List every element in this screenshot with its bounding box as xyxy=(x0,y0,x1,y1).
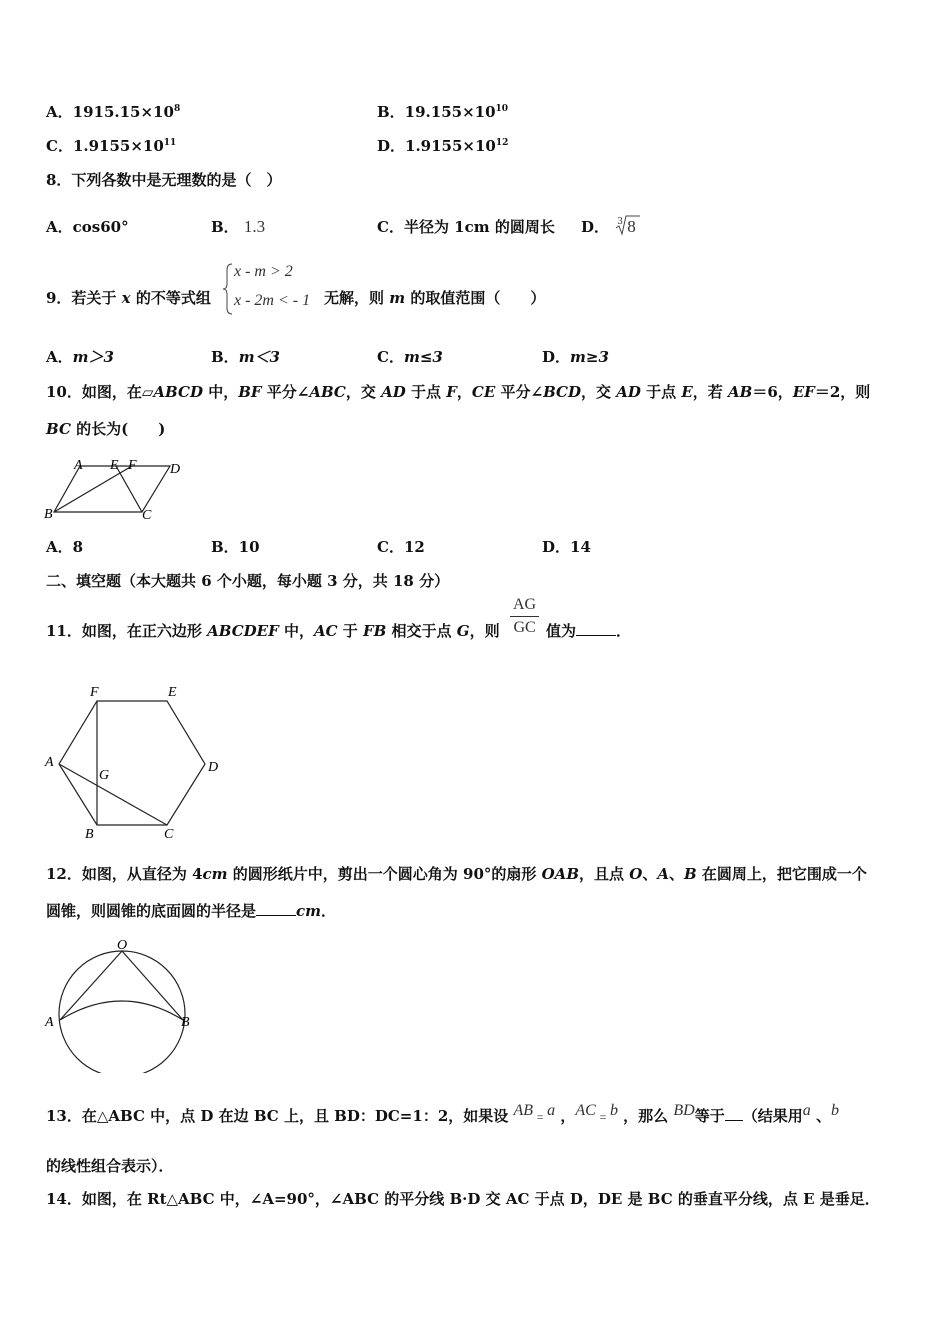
q12-stem-line2: 圆锥，则圆锥的底面圆的半径是 cm． xyxy=(46,902,337,920)
q9-option-b: B．m＜3 xyxy=(211,348,280,366)
q12-stem: 12．如图，从直径为 4cm 的圆形纸片中，剪出一个圆心角为 90°的扇形 OAB，且点 O、A、B 在圆周上，把它围成一个 xyxy=(46,865,867,883)
q8-option-b: B． 1.3 xyxy=(211,217,266,236)
q7-option-b: B．$19.155\times 10^{10}$ xyxy=(377,103,509,121)
q12-label-o: O xyxy=(117,938,128,953)
q8-option-d: D． 3 8 xyxy=(581,217,640,238)
q10-label-b: B xyxy=(44,507,53,522)
q10-option-a: A．8 xyxy=(46,538,84,556)
q11-label-e: E xyxy=(168,685,177,700)
q10-label-d: D xyxy=(170,462,181,477)
q14-stem: 14．如图，在 Rt△ABC 中，∠A=90°，∠ABC 的平分线 B·D 交 AC 于点 D，DE 是 BC 的垂直平分线，点 E 是垂足． xyxy=(46,1190,880,1208)
q10-option-b: B．10 xyxy=(211,538,260,556)
q9-stem: 9．若关于 x 的不等式组 xyxy=(46,289,211,307)
q11-label-b: B xyxy=(85,827,94,842)
q11-label-d: D xyxy=(208,760,219,775)
q10-stem-line2: BC 的长为( ) xyxy=(46,420,166,438)
left-brace-icon xyxy=(222,262,234,316)
q10-parallelogram-figure xyxy=(42,456,192,522)
cube-root-expression: 3 8 xyxy=(614,218,640,238)
q11-stem: 11．如图，在正六边形 ABCDEF 中，AC 于 FB 相交于点 G，则 xyxy=(46,622,500,640)
q9-option-c: C．m≤3 xyxy=(377,348,443,366)
q9-option-d: D．m≥3 xyxy=(542,348,609,366)
q11-label-c: C xyxy=(164,827,174,842)
q11-label-a: A xyxy=(45,755,54,770)
q11-hexagon-figure xyxy=(40,680,230,845)
q11-stem-tail: 值为 ． xyxy=(546,622,632,640)
q9-stem-tail: 无解，则 m 的取值范围（ ） xyxy=(324,289,546,307)
answer-blank xyxy=(576,621,616,636)
q12-label-a: A xyxy=(45,1015,54,1030)
q8-option-c: C．半径为 1cm 的圆周长 xyxy=(377,218,555,236)
q10-option-c: C．12 xyxy=(377,538,425,556)
q10-label-f: F xyxy=(128,458,137,473)
q7-option-a: A．$1915.15\times 10^8$ xyxy=(46,103,181,121)
q10-label-e: E xyxy=(110,458,119,473)
q12-circle-sector-figure xyxy=(40,938,200,1073)
q7-option-c: C．$1.9155\times 10^{11}$ xyxy=(46,137,177,155)
q11-label-g: G xyxy=(99,768,110,783)
q8-option-a: A．cos60° xyxy=(46,218,129,236)
section-heading: 二、填空题（本大题共 6 个小题，每小题 3 分，共 18 分） xyxy=(46,572,450,590)
q13-stem-line2: 的线性组合表示）． xyxy=(46,1157,174,1175)
answer-blank xyxy=(256,901,296,916)
q9-inequality-system: x - m > 2 x - 2m < - 1 xyxy=(222,262,326,316)
q11-fraction: $\frac{AG}{GC}$ xyxy=(510,594,539,639)
q13-stem: 13．在△ABC 中，点 D 在边 BC 上，且 BD：DC=1：2，如果设 AB = a ，AC = b ，那么 BD等于 （结果用a 、b xyxy=(46,1102,839,1125)
answer-blank xyxy=(725,1106,743,1121)
q10-stem: 10．如图，在▱ABCD 中，BF 平分∠ABC，交 AD 于点 F，CE 平分∠BCD，交 AD 于点 E，若 AB＝6，EF＝2，则 xyxy=(46,383,871,401)
q10-option-d: D．14 xyxy=(542,538,591,556)
q11-label-f: F xyxy=(90,685,99,700)
q10-label-c: C xyxy=(142,508,152,522)
q9-option-a: A．m＞3 xyxy=(46,348,114,366)
q10-label-a: A xyxy=(74,458,83,473)
q12-label-b: B xyxy=(181,1015,190,1030)
q8-stem: 8．下列各数中是无理数的是（ ） xyxy=(46,171,282,189)
q7-option-d: D．$1.9155\times 10^{12}$ xyxy=(377,137,509,155)
